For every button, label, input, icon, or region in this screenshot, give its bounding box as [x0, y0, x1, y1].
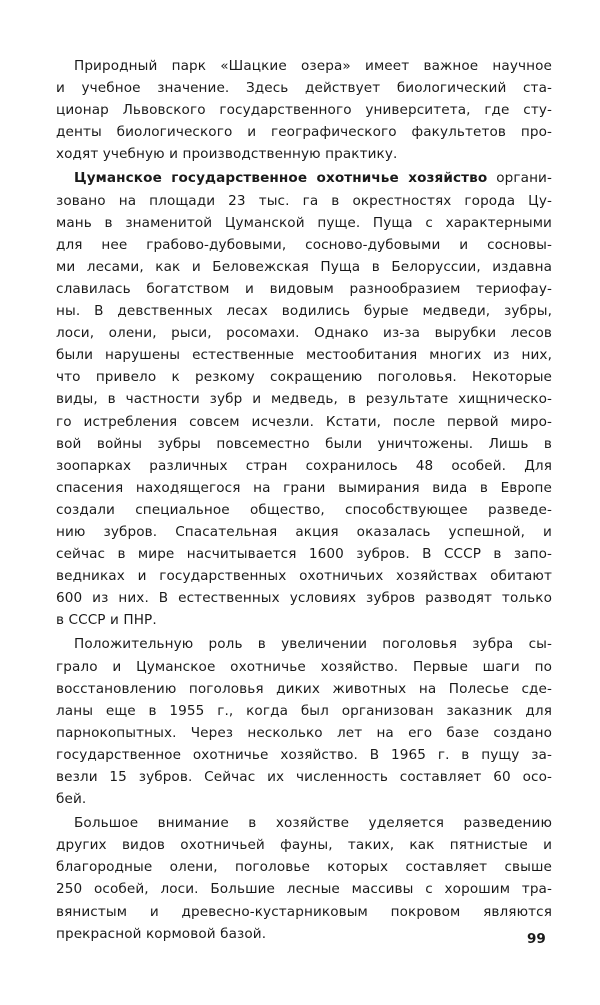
text-fragment: органи- [487, 170, 552, 187]
paragraph-shatsk-park [56, 55, 552, 165]
text-line: Природный парк «Шацкие озера» имеет важное научное [74, 58, 552, 74]
text-line: спасения находящегося на грани вымирания вида в Европе [56, 479, 552, 496]
text-line: зоопарках различных стран сохранилось 48 особей. Для [56, 457, 552, 474]
text-line: зовано на площади 23 тыс. га в окрестностях города Цу- [56, 192, 552, 209]
text-line: нию зубров. Спасательная акция оказалась успешной, и [56, 523, 552, 540]
page-body [56, 55, 552, 945]
text-line: благородные олени, поголовье которых составляет свыше [56, 859, 552, 876]
text-line: других видов охотничьей фауны, таких, как пятнистые и [56, 837, 552, 854]
text-line: грало и Цуманское охотничье хозяйство. Первые шаги по [56, 658, 552, 675]
paragraph-tsuman-hunting [56, 167, 552, 631]
paragraph-bison-role [56, 633, 552, 810]
text-line: для нее грабово-дубовыми, сосново-дубовыми и сосновы- [56, 236, 552, 253]
text-line: восстановлению поголовья диких животных на Полесье сде- [56, 680, 552, 697]
text-line: парнокопытных. Через несколько лет на его базе создано [56, 724, 552, 741]
text-line: были нарушены естественные местообитания многих из них, [56, 347, 552, 364]
text-line: ционар Львовского государственного университета, где сту- [56, 102, 552, 119]
text-line: виды, в частности зубр и медведь, в результате хищническо- [56, 391, 552, 408]
text-line: славилась богатством и видовым разнообразием териофау- [56, 280, 552, 297]
text-line: денты биологического и географического факультетов про- [56, 124, 552, 141]
text-line: государственное охотничье хозяйство. В 1965 г. в пущу за- [56, 746, 552, 763]
text-line: сейчас в мире насчитывается 1600 зубров. В СССР в запо- [56, 546, 552, 563]
text-line: ланы еще в 1955 г., когда был организован заказник для [56, 702, 552, 719]
text-line: бей. [56, 791, 87, 808]
text-line: ведниках и государственных охотничьих хозяйствах обитают [56, 568, 552, 585]
bold-heading: Цуманское государственное охотничье хозяйство [74, 170, 488, 187]
text-line: ны. В девственных лесах водились бурые медведи, зубры, [56, 303, 552, 320]
text-line: Положительную роль в увеличении поголовья зубра сы- [74, 636, 552, 653]
text-line: в СССР и ПНР. [56, 612, 157, 629]
text-line: 250 особей, лоси. Большие лесные массивы с хорошим тра- [56, 881, 552, 898]
text-line: везли 15 зубров. Сейчас их численность составляет 60 осо- [56, 769, 552, 785]
text-line: 600 из них. В естественных условиях зубров разводят только [56, 590, 552, 607]
text-line: ходят учебную и производственную практику. [56, 146, 398, 163]
text-line: лоси, олени, рыси, росомахи. Однако из-за вырубки лесов [56, 325, 552, 342]
text-line: Большое внимание в хозяйстве уделяется разведению [74, 815, 552, 832]
page-number: 99 [527, 931, 546, 947]
text-line: что привело к резкому сокращению поголовья. Некоторые [56, 369, 552, 386]
text-line: прекрасной кормовой базой. [56, 925, 267, 942]
text-line: создали специальное общество, способствующее разведе- [56, 501, 552, 518]
text-line [56, 167, 552, 189]
paragraph-other-fauna [56, 812, 552, 945]
text-line: ми лесами, как и Беловежская Пуща в Белоруссии, издавна [56, 258, 552, 275]
text-line: и учебное значение. Здесь действует биологический ста- [56, 80, 552, 97]
text-line: вянистым и древесно-кустарниковым покровом являются [56, 903, 552, 920]
text-line: го истребления совсем исчезли. Кстати, после первой миро- [56, 413, 552, 430]
text-line: вой войны зубры повсеместно были уничтожены. Лишь в [56, 435, 552, 452]
text-line: мань в знаменитой Цуманской пуще. Пуща с характерными [56, 214, 552, 231]
